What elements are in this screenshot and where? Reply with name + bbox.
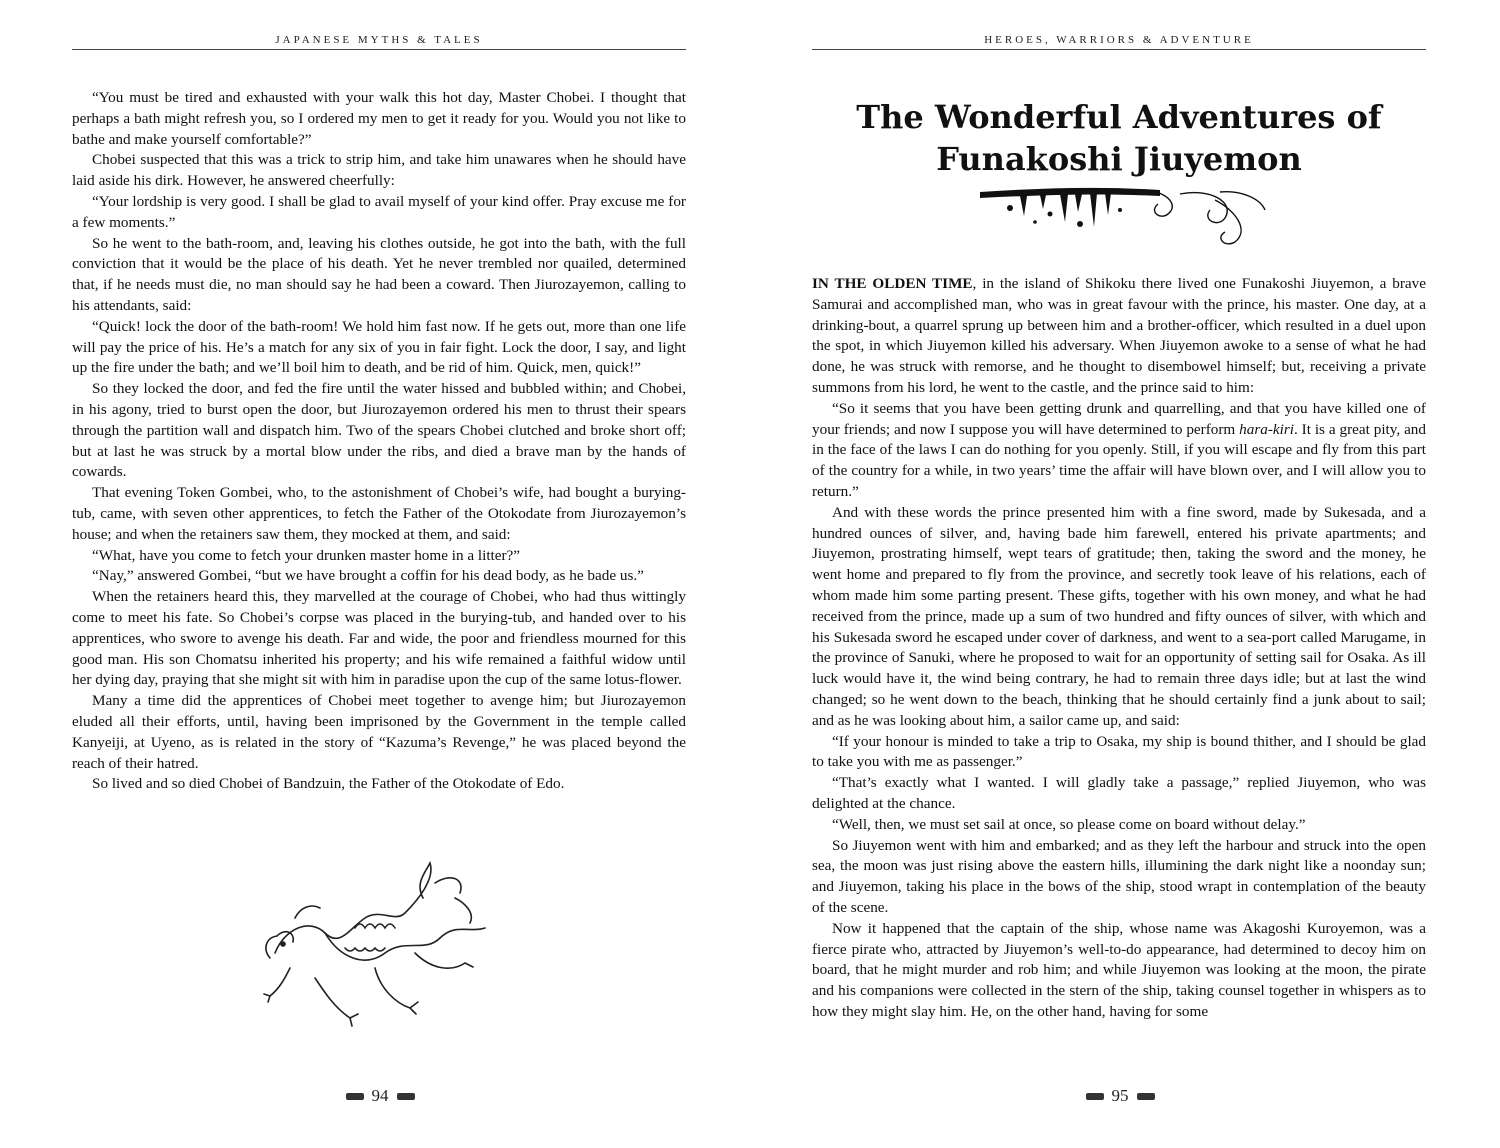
paragraph-text: . It is a great pity, and in the face of the laws I can do nothing for you openly. Still, if you will escape and fly from this part of the country for a while, in two years’ time the affair will have blown over, and I will allow you to return.” — [812, 420, 1426, 500]
paragraph: Many a time did the apprentices of Chobei meet together to avenge him; but Jiurozayemon eluded all their efforts, until, having been imprisoned by the Government in the temple called Kanyeiji, at Uyeno, as is related in the story of “Kazuma’s Revenge,” he was placed beyond the reach of their hatred. — [72, 692, 686, 772]
lead-in: IN THE OLDEN TIME — [812, 275, 973, 292]
header-rule-right — [812, 49, 1426, 50]
page-number-left — [320, 1086, 440, 1106]
opening-paragraph — [812, 274, 1426, 399]
paragraph: “Nay,” answered Gombei, “but we have brought a coffin for his dead body, as he bade us.” — [92, 567, 644, 585]
page-number-text: 95 — [1111, 1086, 1129, 1105]
folio-ornament-icon — [397, 1093, 415, 1100]
right-body-text — [812, 274, 1426, 1023]
paragraph-text: “So it seems that you have been getting drunk and quarrelling, and that you have killed one of your friends; and now I suppose you will have determined to perform — [812, 399, 1426, 438]
page-number-right — [1060, 1086, 1180, 1106]
paragraph: That evening Token Gombei, who, to the astonishment of Chobei’s wife, had bought a burying-tub, came, with seven other apprentices, to fetch the Father of the Otokodate from Jiurozayemon’s house; and when the retainers saw them, they mocked at them, and said: — [72, 484, 686, 543]
paragraph: So lived and so died Chobei of Bandzuin, the Father of the Otokodate of Edo. — [92, 775, 565, 793]
emphasis-text: hara-kiri — [1239, 420, 1294, 438]
folio-ornament-icon — [1137, 1093, 1155, 1100]
paragraph: So he went to the bath-room, and, leaving his clothes outside, he got into the bath, with the full conviction that it would be the place of his death. Yet he never trembled nor quailed, determined that, if he needs must die, no man should say he had been a coward. Then Jiurozayemon, calling to his attendants, said: — [72, 234, 686, 314]
chapter-title-line-1: The Wonderful Adventures of — [856, 98, 1382, 136]
paragraph: Chobei suspected that this was a trick to strip him, and take him unawares when he should have laid aside his dirk. However, he answered cheerfully: — [72, 151, 686, 190]
ink-swirl-ornament — [980, 180, 1270, 250]
paragraph: “Your lordship is very good. I shall be glad to avail myself of your kind offer. Pray excuse me for a few moments.” — [72, 192, 686, 231]
folio-ornament-icon — [1086, 1093, 1104, 1100]
running-head-left: JAPANESE MYTHS & TALES — [275, 34, 483, 46]
paragraph-text: , in the island of Shikoku there lived one Funakoshi Jiuyemon, a brave Samurai and accomplished man, who was in great favour with the prince, his master. One day, at a drinking-bout, a quarrel sprung up between him and a brother-officer, which resulted in a duel upon the spot, in which Jiuyemon killed his adversary. When Jiuyemon awoke to a sense of what he had done, he was struck with remorse, and he thought to disembowel himself; but, receiving a private summons from his lord, he went to the castle, and the prince said to him: — [812, 275, 1426, 396]
paragraph: So Jiuyemon went with him and embarked; and as they left the harbour and struck into the open sea, the moon was just rising above the eastern hills, illumining the dark night like a noonday sun; and Jiuyemon, taking his place in the bows of the ship, stood wrapt in contemplation of the beauty of the scene. — [812, 836, 1426, 916]
paragraph: “You must be tired and exhausted with your walk this hot day, Master Chobei. I thought that perhaps a bath might refresh you, so I ordered my men to get it ready for you. Would you not like to bathe and make yourself comfortable?” — [72, 89, 686, 148]
paragraph: When the retainers heard this, they marvelled at the courage of Chobei, who had thus wittingly come to meet his fate. So Chobei’s corpse was placed in the burying-tub, and handed over to his apprentices, who swore to avenge his death. Far and wide, the poor and friendless mourned for this good man. His son Chomatsu inherited his property; and his wife remained a faithful widow until her dying day, praying that she might sit with him in paradise upon the cup of the same lotus-flower. — [72, 588, 686, 689]
folio-ornament-icon — [346, 1093, 364, 1100]
paragraph: “Well, then, we must set sail at once, so please come on board without delay.” — [832, 815, 1306, 833]
dragon-illustration — [255, 858, 495, 1028]
page-number-text: 94 — [371, 1086, 389, 1105]
paragraph: “Quick! lock the door of the bath-room! We hold him fast now. If he gets out, more than one life will pay the price of his. He’s a match for any six of you in fair fight. Lock the door, I say, and light up the fire under the bath; and we’ll boil him to death, and be rid of him. Quick, men, quick!” — [72, 317, 686, 377]
paragraph: So they locked the door, and fed the fire until the water hissed and bubbled within; and Chobei, in his agony, tried to burst open the door, but Jiurozayemon ordered his men to thrust their spears through the partition wall and dispatch him. Two of the spears Chobei clutched and broke short off; but at last he was struck by a mortal blow under the ribs, and died a brave man by the hands of cowards. — [72, 380, 686, 481]
paragraph: “If your honour is minded to take a trip to Osaka, my ship is bound thither, and I should be glad to take you with me as passenger.” — [812, 732, 1426, 771]
paragraph: Now it happened that the captain of the ship, whose name was Akagoshi Kuroyemon, was a fierce pirate who, attracted by Jiuyemon’s well-to-do appearance, had determined to decoy him on board, that he might murder and rob him; and while Jiuyemon was looking at the moon, the pirate and his companions were collected in the stern of the ship, taking counsel together in whispers as to how they might slay him. He, on the other hand, having for some — [812, 919, 1426, 1020]
left-body-text — [72, 88, 686, 795]
running-head-right: HEROES, WARRIORS & ADVENTURE — [984, 34, 1254, 46]
paragraph — [812, 399, 1426, 503]
paragraph: “That’s exactly what I wanted. I will gladly take a passage,” replied Jiuyemon, who was delighted at the chance. — [812, 774, 1426, 812]
chapter-title — [812, 96, 1426, 180]
paragraph: And with these words the prince presented him with a fine sword, made by Sukesada, and a hundred ounces of silver, and, having bade him farewell, entered his private apartments; and Jiuyemon, prostrating himself, wept tears of gratitude; then, taking the sword and the money, he went home and prepared to fly from the province, and secretly took leave of his relations, each of whom made him some parting present. These gifts, together with his own money, and what he had received from the prince, made up a sum of two hundred and fifty ounces of silver, with which and his Sukesada sword he escaped under cover of darkness, and went to a sea-port called Marugame, in the province of Sanuki, where he proposed to wait for an opportunity of setting sail for Osaka. As ill luck would have it, the wind being contrary, he had to remain three days idle; but at last the wind changed; so he went down to the beach, thinking that he should certainly find a junk about to sail; and as he was looking about him, a sailor came up, and said: — [812, 503, 1426, 729]
chapter-title-line-2: Funakoshi Jiuyemon — [936, 140, 1302, 178]
paragraph: “What, have you come to fetch your drunken master home in a litter?” — [92, 546, 521, 564]
right-page — [750, 0, 1500, 1148]
header-rule-left — [72, 49, 686, 50]
